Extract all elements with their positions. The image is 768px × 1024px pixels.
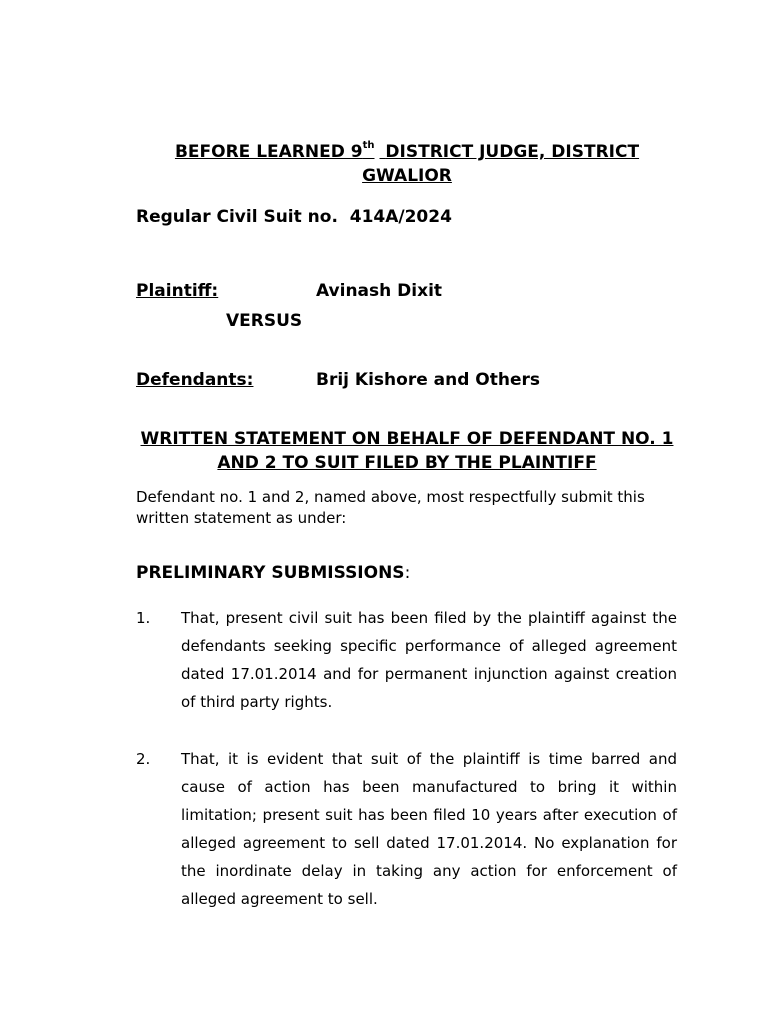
court-heading: [136, 140, 678, 188]
court-heading-suffix: DISTRICT JUDGE, DISTRICT GWALIOR: [362, 142, 640, 186]
statement-intro: Defendant no. 1 and 2, named above, most respectfully submit this written statement as under:: [136, 488, 645, 527]
suit-number: Regular Civil Suit no. 414A/2024: [136, 207, 452, 227]
defendants-label: Defendants:: [136, 370, 254, 390]
plaintiff-name: Avinash Dixit: [316, 281, 443, 301]
court-heading-superscript: th: [362, 140, 375, 152]
submission-number: 2.: [136, 750, 151, 768]
plaintiff-label: Plaintiff:: [136, 281, 219, 301]
preliminary-heading-text: PRELIMINARY SUBMISSIONS: [136, 563, 405, 583]
versus-label: VERSUS: [226, 311, 303, 331]
submission-text: That, it is evident that suit of the plaintiff is time barred and cause of action has been manufactured to bring it within limitation; present suit has been filed 10 years after execution of alleged agreement to sell dated 17.01.2014. No explanation for the inordinate delay in taking any action for enforcement of alleged agreement to sell.: [181, 750, 677, 908]
court-heading-prefix: BEFORE LEARNED 9: [174, 142, 363, 162]
submission-number: 1.: [136, 609, 151, 627]
defendants-name: Brij Kishore and Others: [316, 370, 541, 390]
preliminary-heading-colon: :: [404, 563, 411, 583]
submission-text: That, present civil suit has been filed by the plaintiff against the defendants seeking specific performance of alleged agreement dated 17.01.2014 and for permanent injunction against creation of third party rights.: [181, 609, 677, 711]
statement-heading: WRITTEN STATEMENT ON BEHALF OF DEFENDANT NO. 1 AND 2 TO SUIT FILED BY THE PLAINTIFF: [140, 429, 674, 473]
preliminary-heading: [136, 561, 410, 585]
